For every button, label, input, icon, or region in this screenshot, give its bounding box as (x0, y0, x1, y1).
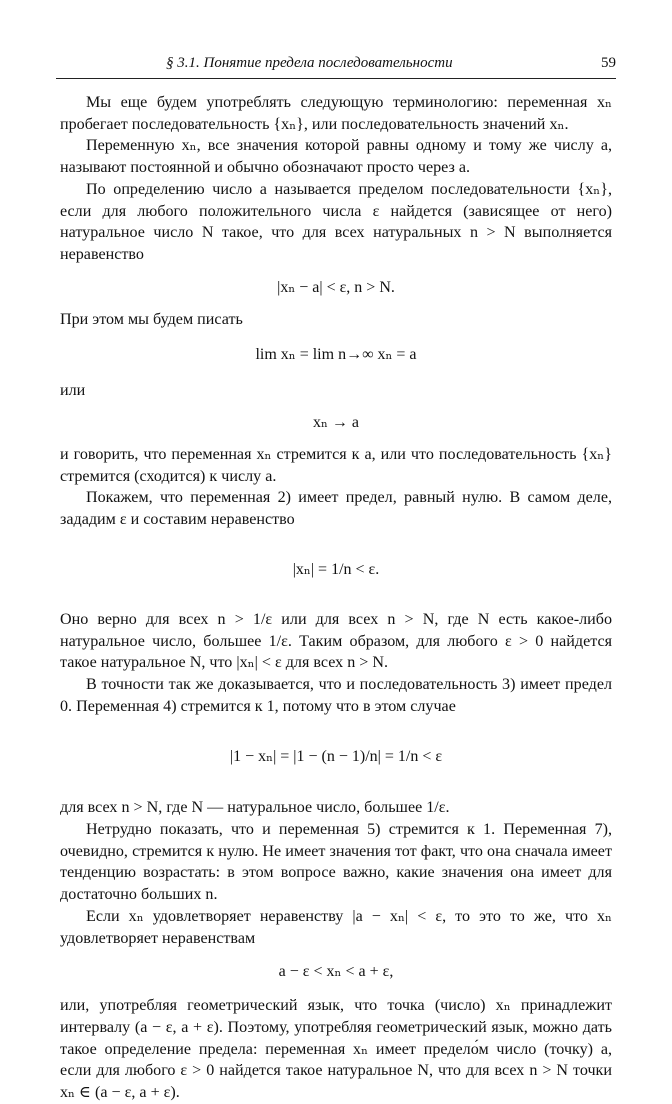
header-title: § 3.1. Понятие предела последовательности (166, 55, 453, 71)
page-number: 59 (601, 55, 616, 71)
paragraph-8: Оно верно для всех n > 1/ε или для всех n > N, где N есть какое-либо натуральное число, большее 1/ε. Таким образом, для любого ε > 0 найдется такое натуральное N, что |xₙ| < ε для всех n > N. (60, 610, 612, 672)
paragraph-10: для всех n > N, где N — натуральное число, большее 1/ε. (60, 799, 450, 817)
formula-limit-notation: lim xₙ = lim n→∞ xₙ = a (255, 346, 417, 364)
paragraph-2: Переменную xₙ, все значения которой равны одному и тому же числу a, называют постоянной и обычно обозначают просто через a. (60, 137, 612, 177)
formula-one-over-n: |xₙ| = 1/n < ε. (292, 560, 380, 578)
formula-limit-inequality: |xₙ − a| < ε, n > N. (277, 278, 395, 296)
formula-tends-to: xₙ → a (312, 414, 360, 432)
page-body (60, 92, 612, 1104)
paragraph-3: По определению число a называется пределом последовательности {xₙ}, если для любого положительного числа ε найдется (зависящее от него) натуральное число N такое, что для всех натуральных n > N выполняется неравенство (60, 180, 612, 263)
formula-one-minus-xn: |1 − xₙ| = |1 − (n − 1)/n| = 1/n < ε (229, 748, 443, 766)
paragraph-1: Мы еще будем употреблять следующую терминологию: переменная xₙ пробегает последовательность {xₙ}, или последовательность значений xₙ. (60, 94, 612, 133)
paragraph-13: или, употребляя геометрический язык, что точка (число) xₙ принадлежит интервалу (a − ε, a + ε). Поэтому, употребляя геометрический язык, можно дать такое определение предела: переменная xₙ имеет предело́м число (точку) a, если для любого ε > 0 найдется такое натуральное N, что для всех n > N точки xₙ ∈ (a − ε, a + ε). (60, 997, 612, 1102)
paragraph-6: и говорить, что переменная xₙ стремится к a, или что последовательность {xₙ} стремится (сходится) к числу a. (60, 446, 612, 485)
paragraph-11: Нетрудно показать, что и переменная 5) стремится к 1. Переменная 7), очевидно, стремится к нулю. Не имеет значения тот факт, что она сначала имеет тенденцию возрастать: в этом вопросе важно, какие значения она имеет для достаточно больших n. (60, 821, 612, 904)
paragraph-5: или (60, 382, 86, 400)
paragraph-7: Покажем, что переменная 2) имеет предел, равный нулю. В самом деле, зададим ε и составим неравенство (60, 489, 612, 529)
paragraph-12: Если xₙ удовлетворяет неравенству |a − xₙ| < ε, то это то же, что xₙ удовлетворяет неравенствам (60, 907, 612, 947)
running-header (56, 52, 616, 79)
paragraph-4: При этом мы будем писать (60, 310, 243, 328)
paragraph-9: В точности так же доказывается, что и последовательность 3) имеет предел 0. Переменная 4) стремится к 1, потому что в этом случае (60, 675, 612, 715)
formula-interval: a − ε < xₙ < a + ε, (278, 963, 394, 981)
